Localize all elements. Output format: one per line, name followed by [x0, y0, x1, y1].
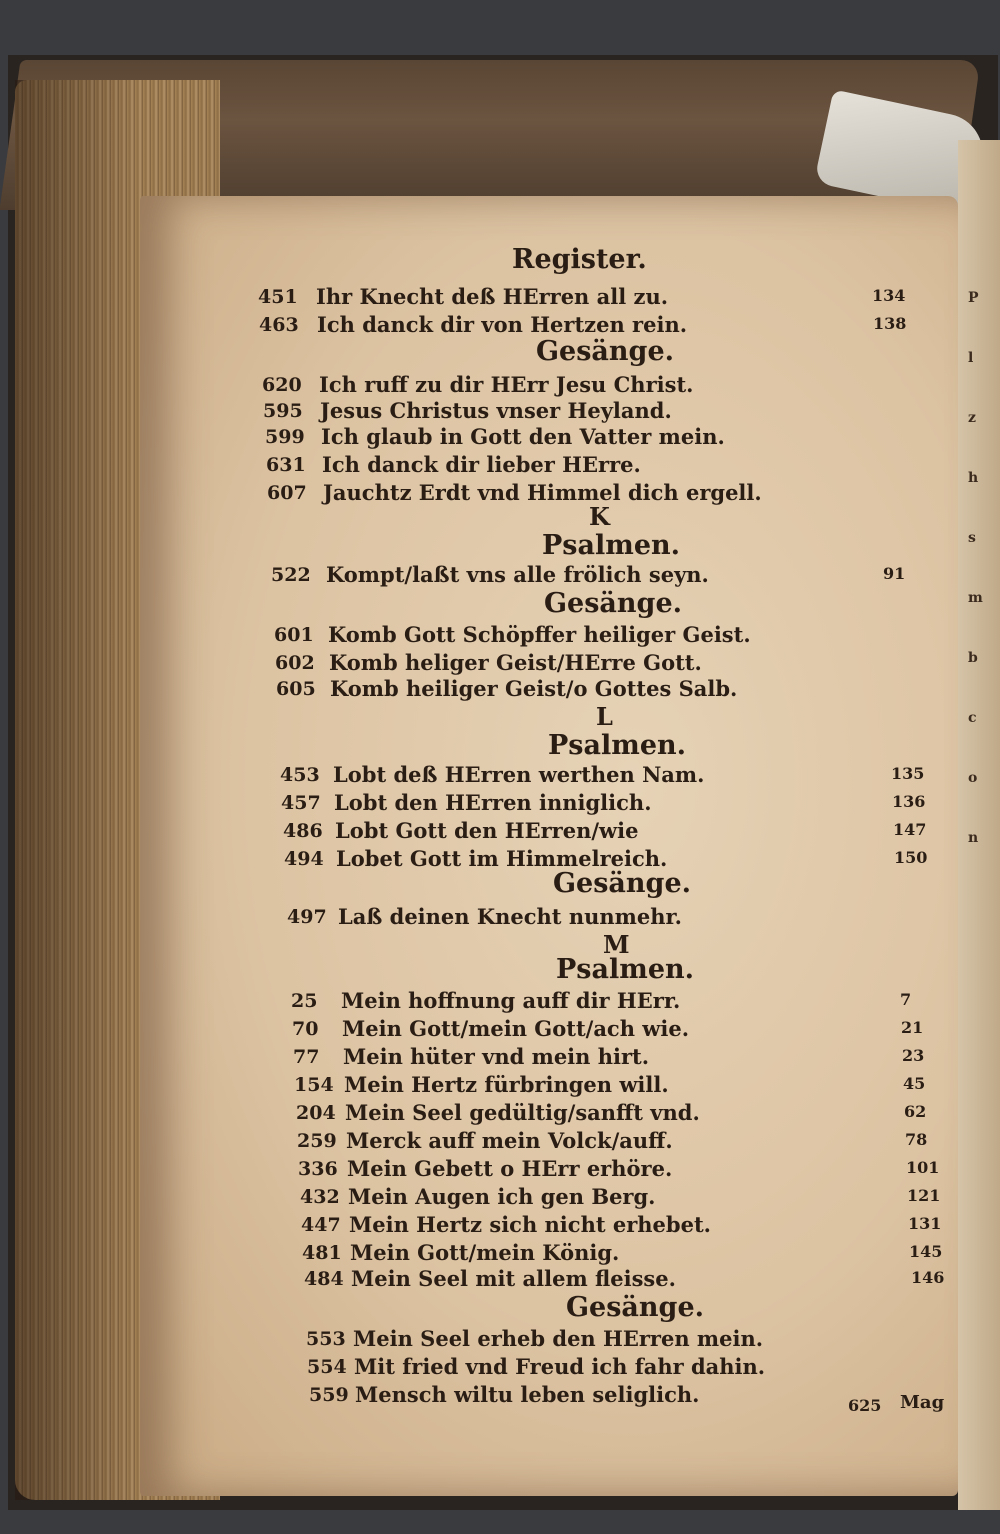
- section-heading: Gesänge.: [553, 868, 692, 899]
- entry-title: Mein Hertz sich nicht erhebet.: [349, 1212, 711, 1237]
- alphabet-letter: M: [603, 930, 630, 959]
- entry-title: Mein Seel mit allem fleisse.: [351, 1266, 676, 1291]
- entry-page-ref: 91: [883, 564, 906, 583]
- entry-number: 432: [300, 1186, 340, 1208]
- entry-title: Komb heiliger Geist/o Gottes Salb.: [330, 676, 738, 701]
- entry-title: Mein Gott/mein König.: [350, 1240, 620, 1265]
- facing-page-glyph: z: [968, 410, 976, 426]
- entry-number: 553: [306, 1328, 346, 1350]
- entry-title: Lobt den HErren inniglich.: [334, 790, 652, 815]
- entry-page-ref: 21: [901, 1018, 924, 1037]
- entry-page-ref: 78: [905, 1130, 928, 1149]
- entry-page-ref: 7: [900, 990, 912, 1009]
- section-heading: Gesänge.: [544, 588, 683, 619]
- entry-title: Jesus Christus vnser Heyland.: [320, 398, 672, 423]
- entry-title: Ich ruff zu dir HErr Jesu Christ.: [319, 372, 694, 397]
- entry-number: 595: [263, 400, 303, 422]
- page-number: 625: [848, 1396, 882, 1415]
- entry-number: 486: [283, 820, 323, 842]
- entry-title: Komb Gott Schöpffer heiliger Geist.: [328, 622, 751, 647]
- entry-page-ref: 101: [906, 1158, 940, 1177]
- page-title: Register.: [512, 244, 647, 275]
- entry-title: Ich danck dir von Hertzen rein.: [317, 312, 688, 337]
- entry-number: 522: [271, 564, 311, 586]
- entry-page-ref: 134: [872, 286, 906, 305]
- entry-title: Mein Augen ich gen Berg.: [348, 1184, 656, 1209]
- entry-number: 70: [292, 1018, 319, 1040]
- entry-number: 631: [266, 454, 306, 476]
- entry-page-ref: 45: [903, 1074, 926, 1093]
- entry-title: Laß deinen Knecht nunmehr.: [338, 904, 682, 929]
- entry-title: Komb heliger Geist/HErre Gott.: [329, 650, 702, 675]
- entry-number: 259: [297, 1130, 337, 1152]
- facing-page-glyph: c: [968, 710, 977, 726]
- facing-page-glyph: n: [968, 830, 979, 846]
- entry-number: 554: [307, 1356, 347, 1378]
- entry-title: Mein hüter vnd mein hirt.: [343, 1044, 650, 1069]
- entry-title: Merck auff mein Volck/auff.: [346, 1128, 673, 1153]
- entry-title: Jauchtz Erdt vnd Himmel dich ergell.: [323, 480, 762, 505]
- entry-number: 204: [296, 1102, 336, 1124]
- entry-title: Mensch wiltu leben seliglich.: [355, 1382, 700, 1407]
- entry-number: 484: [304, 1268, 344, 1290]
- entry-page-ref: 131: [908, 1214, 942, 1233]
- entry-number: 154: [294, 1074, 334, 1096]
- facing-page-glyph: P: [968, 290, 979, 306]
- entry-title: Mein Gott/mein Gott/ach wie.: [342, 1016, 690, 1041]
- facing-page-glyph: h: [968, 470, 979, 486]
- entry-title: Mein Gebett o HErr erhöre.: [347, 1156, 673, 1181]
- entry-page-ref: 135: [891, 764, 925, 783]
- entry-number: 605: [276, 678, 316, 700]
- entry-title: Mit fried vnd Freud ich fahr dahin.: [354, 1354, 766, 1379]
- entry-number: 453: [280, 764, 320, 786]
- entry-number: 601: [274, 624, 314, 646]
- entry-title: Mein Hertz fürbringen will.: [344, 1072, 669, 1097]
- entry-title: Ich glaub in Gott den Vatter mein.: [321, 424, 725, 449]
- entry-number: 494: [284, 848, 324, 870]
- section-heading: Psalmen.: [548, 730, 687, 761]
- entry-page-ref: 138: [873, 314, 907, 333]
- entry-number: 481: [302, 1242, 342, 1264]
- entry-number: 25: [291, 990, 318, 1012]
- section-heading: Psalmen.: [556, 954, 695, 985]
- alphabet-letter: K: [589, 502, 610, 531]
- entry-number: 451: [258, 286, 298, 308]
- entry-number: 599: [265, 426, 305, 448]
- entry-page-ref: 121: [907, 1186, 941, 1205]
- section-heading: Gesänge.: [566, 1292, 705, 1323]
- facing-page-glyph: s: [968, 530, 976, 546]
- facing-page-glyph: o: [968, 770, 978, 786]
- entry-page-ref: 136: [892, 792, 926, 811]
- entry-title: Kompt/laßt vns alle frölich seyn.: [326, 562, 709, 587]
- section-heading: Gesänge.: [536, 336, 675, 367]
- entry-page-ref: 146: [911, 1268, 945, 1287]
- entry-number: 457: [281, 792, 321, 814]
- entry-number: 447: [301, 1214, 341, 1236]
- entry-title: Ihr Knecht deß HErren all zu.: [316, 284, 669, 309]
- entry-number: 602: [275, 652, 315, 674]
- entry-number: 559: [309, 1384, 349, 1406]
- catchword: Mag: [900, 1392, 945, 1413]
- entry-page-ref: 62: [904, 1102, 927, 1121]
- entry-page-ref: 145: [909, 1242, 943, 1261]
- entry-title: Mein Seel erheb den HErren mein.: [353, 1326, 764, 1351]
- alphabet-letter: L: [596, 702, 613, 731]
- entry-page-ref: 23: [902, 1046, 925, 1065]
- entry-title: Mein Seel gedültig/sanfft vnd.: [345, 1100, 700, 1125]
- entry-number: 336: [298, 1158, 338, 1180]
- facing-page-glyph: l: [968, 350, 974, 366]
- entry-page-ref: 150: [894, 848, 928, 867]
- entry-page-ref: 147: [893, 820, 927, 839]
- facing-page-edge: [958, 140, 1000, 1510]
- entry-number: 463: [259, 314, 299, 336]
- entry-title: Lobt Gott den HErren/wie: [335, 818, 639, 843]
- entry-number: 620: [262, 374, 302, 396]
- entry-number: 77: [293, 1046, 320, 1068]
- entry-number: 497: [287, 906, 327, 928]
- section-heading: Psalmen.: [542, 530, 681, 561]
- facing-page-glyph: m: [968, 590, 983, 606]
- entry-title: Ich danck dir lieber HErre.: [322, 452, 641, 477]
- entry-number: 607: [267, 482, 307, 504]
- entry-title: Lobet Gott im Himmelreich.: [336, 846, 668, 871]
- facing-page-glyph: b: [968, 650, 978, 666]
- entry-title: Mein hoffnung auff dir HErr.: [341, 988, 681, 1013]
- entry-title: Lobt deß HErren werthen Nam.: [333, 762, 705, 787]
